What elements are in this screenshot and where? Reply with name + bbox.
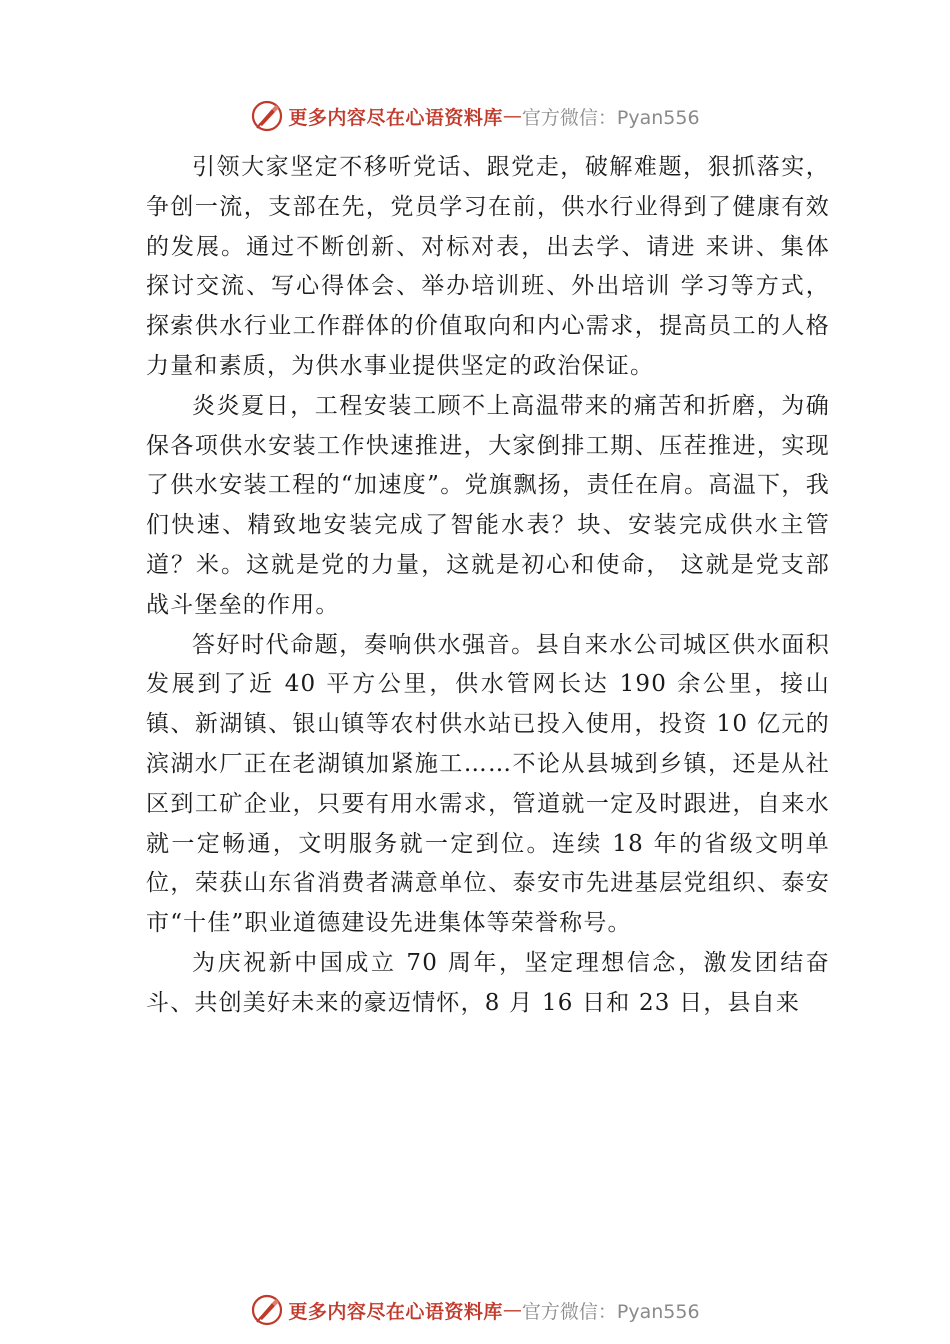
header-watermark xyxy=(0,96,950,136)
watermark-dash: — xyxy=(502,1299,522,1321)
paragraph: 炎炎夏日，工程安装工顾不上高温带来的痛苦和折磨，为确保各项供水安装工作快速推进，大家倒排工期、压茬推进，实现了供水安装工程的“加速度”。党旗飘扬，责任在肩。高温下，我们快速、精致地安装完成了智能水表？块、安装完成供水主管道？米。这就是党的力量，这就是初心和使命， 这就是党支部战斗堡垒的作用。 xyxy=(146,392,830,618)
watermark-contact-text: 官方微信：Pyan556 xyxy=(521,1300,700,1323)
paragraph: 答好时代命题，奏响供水强音。县自来水公司城区供水面积发展到了近 40 平方公里，供水管网长达 190 余公里，接山镇、新湖镇、银山镇等农村供水站已投入使用，投资 10 亿元的滨湖水厂正在老湖镇加紧施工……不论从县城到乡镇，还是从社区到工矿企业，只要有用水需求，管道就一定及时跟进，自来水就一定畅通，文明服务就一定到位。连续 18 年的省级文明单位，荣获山东省消费者满意单位、泰安市先进基层党组织、泰安市“十佳”职业道德建设先进集体等荣誉称号。 xyxy=(146,631,830,937)
watermark-dash: — xyxy=(502,105,522,127)
watermark-brand-text: 更多内容尽在心语资料库 xyxy=(288,1300,503,1323)
footer-watermark xyxy=(0,1290,950,1330)
document-body xyxy=(146,148,830,1024)
pen-logo-icon xyxy=(250,1293,284,1327)
watermark-brand-text: 更多内容尽在心语资料库 xyxy=(288,106,503,129)
paragraph: 引领大家坚定不移听党话、跟党走，破解难题，狠抓落实，争创一流，支部在先，党员学习在前，供水行业得到了健康有效的发展。通过不断创新、对标对表，出去学、请进 来讲、集体探讨交流、写心得体会、举办培训班、外出培训 学习等方式，探索供水行业工作群体的价值取向和内心需求，提高员工的人格力量和素质，为供水事业提供坚定的政治保证。 xyxy=(146,154,830,379)
watermark-contact-text: 官方微信：Pyan556 xyxy=(521,106,700,129)
pen-logo-icon xyxy=(250,99,284,133)
paragraph: 为庆祝新中国成立 70 周年，坚定理想信念，激发团结奋斗、共创美好未来的豪迈情怀，8 月 16 日和 23 日，县自来 xyxy=(146,949,830,1016)
